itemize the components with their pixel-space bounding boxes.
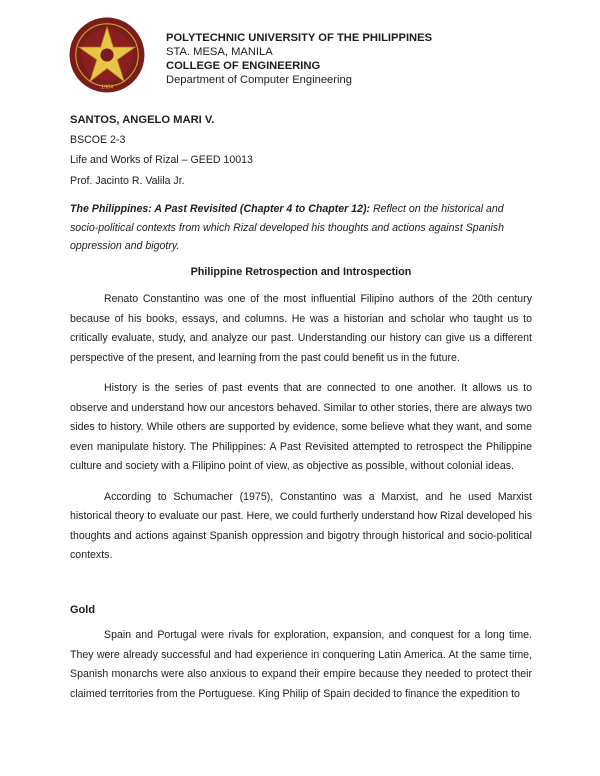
college-name: COLLEGE OF ENGINEERING (166, 60, 321, 72)
paragraph: History is the series of past events that are connected to one another. It allows us to observe and understand how our ancestors behaved. Similar to other stories, there are always two sides to history. While others are supported by evidence, some believe what they want, and some even manipulate history. The Philippines: A Past Revisited attempted to retrospect the Philippine culture and society with a Filipino point of view, as objective as possible, without colonial ideas. (70, 382, 532, 472)
department-name: Department of Computer Engineering (166, 74, 352, 86)
assignment-prompt (70, 200, 532, 256)
paragraph: Renato Constantino was one of the most influential Filipino authors of the 20th century because of his books, essays, and columns. He was a historian and scholar who taught us to critically evaluate, study, and analyze our past. Understanding our history can give us a different perspective of the present, and learning from the past could benefit us in the future. (70, 293, 532, 364)
course-name: Life and Works of Rizal – GEED 10013 (70, 154, 253, 167)
prompt-text: Reflect on the historical and socio-political contexts from which Rizal developed his thoughts and actions against Spanish oppression and bigotry. (70, 203, 504, 252)
seal-year: 1904 (100, 84, 114, 91)
university-name: POLYTECHNIC UNIVERSITY OF THE PHILIPPINES (166, 32, 433, 44)
paragraph: Spain and Portugal were rivals for exploration, expansion, and conquest for a long time. They were already successful and had experience in conquering Latin America. At the same time, Spanish monarchs were also anxious to expand their empire because they needed to protect their claimed territories from the Portuguese. King Philip of Spain decided to finance the expedition to (70, 629, 532, 700)
gold-section-title: Gold (70, 604, 96, 616)
professor-name: Prof. Jacinto R. Valila Jr. (70, 174, 185, 187)
prompt-title: The Philippines: A Past Revisited (Chapter 4 to Chapter 12): (70, 203, 371, 215)
paragraph: According to Schumacher (1975), Constantino was a Marxist, and he used Marxist historical theory to evaluate our past. Here, we could furtherly understand how Rizal developed his thoughts and actions against Spanish oppression and bigotry through historical and socio-political contexts. (70, 490, 532, 561)
institution-header (166, 31, 432, 87)
student-name: SANTOS, ANGELO MARI V. (70, 114, 215, 126)
pup-seal-icon (68, 16, 146, 94)
section-body (70, 290, 532, 577)
gold-section-body (70, 626, 532, 715)
student-section: BSCOE 2-3 (70, 134, 126, 147)
section-title: Philippine Retrospection and Introspection (190, 266, 412, 278)
student-info (70, 110, 253, 191)
university-location: STA. MESA, MANILA (166, 46, 273, 58)
